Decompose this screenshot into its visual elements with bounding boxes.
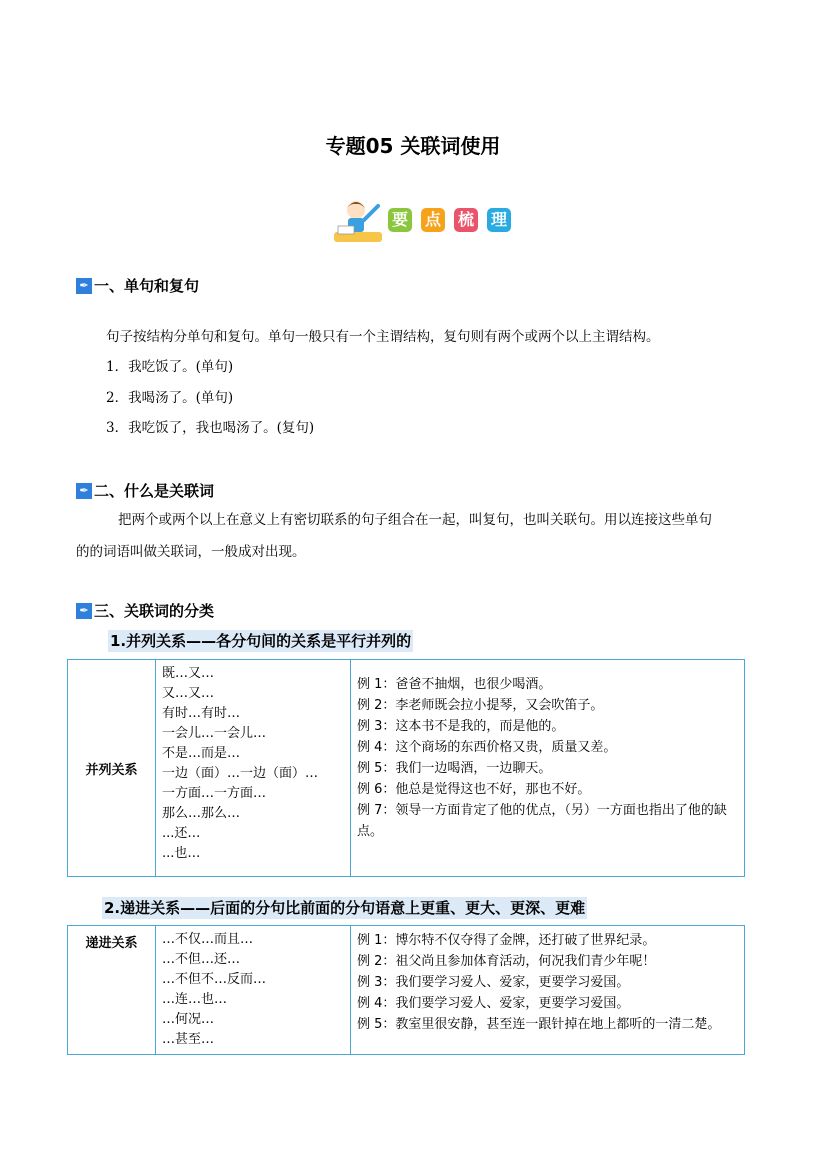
section1-intro: 句子按结构分单句和复句。单句一般只有一个主谓结构，复句则有两个或两个以上主谓结构。 [106, 329, 660, 345]
progressive-relation-table [67, 925, 745, 1055]
example-list [351, 926, 745, 1055]
section3-heading-text: 三、关联词的分类 [94, 602, 215, 620]
example-item: 例 1：博尔特不仅夺得了金牌，还打破了世界纪录。 [357, 933, 656, 948]
section2-text-line1: 把两个或两个以上在意义上有密切联系的句子组合在一起，叫复句，也叫关联句。用以连接这些单句 [118, 512, 712, 528]
example-item: 例 1：爸爸不抽烟，也很少喝酒。 [357, 677, 552, 692]
connective-item: 一边（面）…一边（面）… [162, 766, 319, 781]
banner-char-1: 要 [388, 208, 412, 232]
connective-list [156, 926, 351, 1055]
example-item: 例 5：我们一边喝酒，一边聊天。 [357, 761, 552, 776]
student-illustration-icon [330, 196, 386, 244]
subheading-progressive: 2.递进关系——后面的分句比前面的分句语意上更重、更大、更深、更难 [104, 899, 586, 917]
connective-list [156, 660, 351, 877]
connective-item: …不仅…而且… [162, 932, 254, 947]
example-item: 例 3：我们要学习爱人、爱家，更要学习爱国。 [357, 975, 630, 990]
section2-heading [76, 480, 214, 501]
connective-item: 一方面…一方面… [162, 786, 267, 801]
example-item: 例 4：这个商场的东西价格又贵，质量又差。 [357, 740, 617, 755]
connective-item: 有时…有时… [162, 706, 241, 721]
connective-item: 那么…那么… [162, 806, 241, 821]
section1-heading [76, 275, 199, 296]
pen-icon: ✒ [76, 278, 92, 294]
parallel-relation-table [67, 659, 745, 877]
section1-heading-text: 一、单句和复句 [94, 277, 200, 295]
relation-label: 并列关系 [68, 660, 156, 877]
example-item: 例 4：我们要学习爱人、爱家，更要学习爱国。 [357, 996, 630, 1011]
connective-item: …连…也… [162, 992, 228, 1007]
example-list [351, 660, 745, 877]
example-item: 例 2：李老师既会拉小提琴，又会吹笛子。 [357, 698, 604, 713]
section2-text-line2: 的的词语叫做关联词，一般成对出现。 [76, 544, 306, 560]
connective-item: …不但…还… [162, 952, 241, 967]
banner-char-4: 理 [487, 208, 511, 232]
connective-item: …甚至… [162, 1032, 215, 1047]
connective-item: 既…又… [162, 666, 215, 681]
example-item: 例 5：教室里很安静，甚至连一跟针掉在地上都听的一清二楚。 [357, 1017, 721, 1032]
connective-item: …不但不…反而… [162, 972, 267, 987]
table-row [68, 926, 745, 1055]
example-item: 例 3：这本书不是我的，而是他的。 [357, 719, 565, 734]
example-item: 例 7：领导一方面肯定了他的优点，（另）一方面也指出了他的缺点。 [357, 803, 727, 839]
example-item: 例 6：他总是觉得这也不好，那也不好。 [357, 782, 591, 797]
section1-item-1: 1．我吃饭了。(单句) [106, 359, 234, 375]
table-row [68, 660, 745, 877]
section1-item-3: 3．我吃饭了，我也喝汤了。(复句) [106, 420, 315, 436]
connective-item: ...也… [162, 846, 201, 861]
connective-item: 不是…而是… [162, 746, 241, 761]
banner-char-2: 点 [421, 208, 445, 232]
section2-heading-text: 二、什么是关联词 [94, 482, 215, 500]
example-item: 例 2：祖父尚且参加体育活动，何况我们青少年呢！ [357, 954, 656, 969]
connective-item: ...还… [162, 826, 201, 841]
relation-label: 递进关系 [68, 926, 156, 1055]
key-points-banner [330, 196, 522, 244]
pen-icon: ✒ [76, 603, 92, 619]
pen-icon: ✒ [76, 483, 92, 499]
section3-heading [76, 600, 214, 621]
connective-item: 一会儿…一会儿… [162, 726, 267, 741]
connective-item: …何况… [162, 1012, 215, 1027]
section1-item-2: 2．我喝汤了。(单句) [106, 390, 234, 406]
connective-item: 又…又… [162, 686, 215, 701]
banner-char-3: 梳 [454, 208, 478, 232]
page-title: 专题05 关联词使用 [325, 134, 501, 158]
subheading-parallel: 1.并列关系——各分句间的关系是平行并列的 [110, 632, 412, 650]
